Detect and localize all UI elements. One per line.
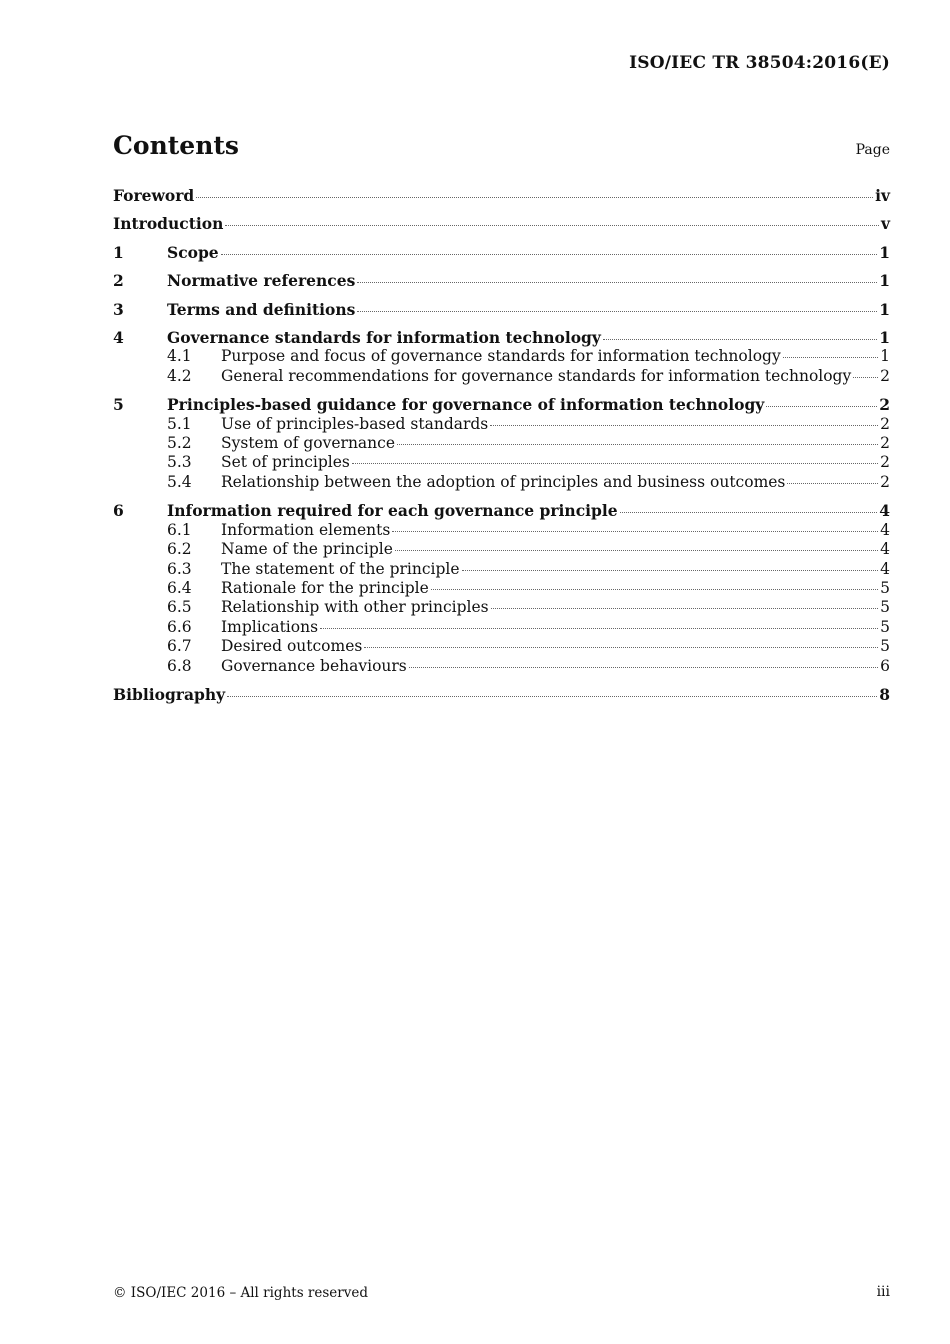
- toc-entry-page: 1: [880, 347, 890, 366]
- toc-entry-number: 6.6: [167, 617, 192, 636]
- toc-entry-number: 2: [113, 271, 124, 291]
- toc-entry-title: Governance behaviours: [221, 656, 407, 675]
- toc-entry-title: The statement of the principle: [221, 559, 460, 578]
- toc-entry-number: 5.4: [167, 472, 192, 491]
- toc-entry-page: v: [880, 214, 890, 234]
- dot-leader: [431, 589, 878, 590]
- toc-entry-title: Desired outcomes: [221, 637, 363, 656]
- table-of-contents: [113, 186, 890, 704]
- toc-entry-title: Information required for each governance principle: [167, 501, 618, 521]
- toc-entry-title: Scope: [167, 242, 219, 262]
- toc-entry[interactable]: [113, 243, 890, 262]
- toc-entry-title: Use of principles-based standards: [221, 414, 489, 433]
- toc-entry-number: 3: [113, 299, 124, 319]
- toc-entry-number: 4.1: [167, 347, 192, 366]
- dot-leader: [225, 225, 879, 226]
- toc-entry-title: Principles-based guidance for governance of information technology: [167, 395, 765, 415]
- toc-entry-number: 5.1: [167, 414, 192, 433]
- dot-leader: [783, 357, 878, 358]
- toc-entry-page: 6: [880, 656, 890, 675]
- toc-entry-title: Relationship between the adoption of principles and business outcomes: [221, 472, 786, 491]
- dot-leader: [221, 254, 878, 255]
- toc-entry-page: 2: [880, 366, 890, 385]
- toc-entry-number: 5.3: [167, 453, 192, 472]
- toc-entry-title: Relationship with other principles: [221, 598, 489, 617]
- toc-subentry[interactable]: [113, 657, 890, 676]
- toc-subentry[interactable]: [113, 579, 890, 598]
- toc-entry[interactable]: [113, 395, 890, 414]
- toc-entry-page: iv: [875, 186, 890, 205]
- toc-entry[interactable]: [113, 271, 890, 290]
- toc-entry-title: Implications: [221, 617, 319, 636]
- toc-subentry[interactable]: [113, 347, 890, 366]
- toc-entry[interactable]: [113, 214, 890, 233]
- toc-entry-title: Introduction: [113, 214, 224, 234]
- toc-entry-number: 6.5: [167, 598, 192, 617]
- dot-leader: [196, 197, 873, 198]
- toc-entry-page: 4: [880, 559, 890, 578]
- toc-entry-number: 6: [113, 501, 124, 521]
- toc-subentry[interactable]: [113, 540, 890, 559]
- toc-entry[interactable]: [113, 300, 890, 319]
- toc-entry-title: Set of principles: [221, 453, 350, 472]
- toc-entry-page: 4: [879, 501, 890, 521]
- toc-entry-page: 2: [880, 414, 890, 433]
- toc-entry-page: 5: [880, 598, 890, 617]
- toc-entry[interactable]: [113, 186, 890, 205]
- dot-leader: [766, 406, 877, 407]
- toc-entry-page: 2: [880, 453, 890, 472]
- dot-leader: [357, 311, 877, 312]
- toc-entry-title: Name of the principle: [221, 540, 393, 559]
- toc-entry-page: 5: [880, 578, 890, 597]
- toc-entry-page: 1: [879, 242, 890, 262]
- toc-entry-title: Normative references: [167, 271, 356, 291]
- toc-entry-page: 5: [880, 617, 890, 636]
- toc-entry-number: 6.4: [167, 578, 192, 597]
- dot-leader: [320, 628, 878, 629]
- toc-entry-page: 1: [879, 271, 890, 291]
- toc-subentry[interactable]: [113, 415, 890, 434]
- dot-leader: [490, 425, 878, 426]
- toc-entry-title: Foreword: [113, 186, 195, 205]
- toc-entry[interactable]: [113, 685, 890, 704]
- page-column-label: Page: [855, 142, 890, 158]
- toc-entry-page: 2: [879, 395, 890, 415]
- toc-entry-title: Purpose and focus of governance standards for information technology: [221, 347, 781, 366]
- toc-entry-title: System of governance: [221, 434, 396, 453]
- dot-leader: [787, 483, 878, 484]
- dot-leader: [853, 377, 878, 378]
- toc-entry-title: Bibliography: [113, 684, 226, 704]
- dot-leader: [227, 696, 877, 697]
- toc-entry-number: 1: [113, 242, 124, 262]
- toc-subentry[interactable]: [113, 434, 890, 453]
- dot-leader: [603, 339, 877, 340]
- toc-entry[interactable]: [113, 328, 890, 347]
- dot-leader: [397, 444, 878, 445]
- dot-leader: [357, 282, 877, 283]
- dot-leader: [409, 667, 878, 668]
- toc-entry-title: General recommendations for governance standards for information technology: [221, 366, 852, 385]
- toc-subentry[interactable]: [113, 367, 890, 386]
- contents-title: Contents: [113, 131, 240, 160]
- toc-entry-number: 6.2: [167, 540, 192, 559]
- toc-entry[interactable]: [113, 501, 890, 520]
- dot-leader: [620, 512, 878, 513]
- toc-entry-page: 4: [880, 540, 890, 559]
- toc-entry-title: Rationale for the principle: [221, 578, 429, 597]
- toc-entry-number: 6.1: [167, 520, 192, 539]
- toc-entry-title: Governance standards for information technology: [167, 328, 601, 348]
- toc-entry-number: 5.2: [167, 434, 192, 453]
- toc-subentry[interactable]: [113, 560, 890, 579]
- toc-entry-number: 5: [113, 395, 124, 415]
- dot-leader: [491, 608, 879, 609]
- dot-leader: [395, 550, 878, 551]
- toc-entry-page: 2: [880, 434, 890, 453]
- toc-subentry[interactable]: [113, 453, 890, 472]
- toc-subentry[interactable]: [113, 521, 890, 540]
- toc-entry-number: 6.8: [167, 656, 192, 675]
- dot-leader: [364, 647, 878, 648]
- toc-entry-page: 4: [880, 520, 890, 539]
- copyright-notice: © ISO/IEC 2016 – All rights reserved: [113, 1285, 368, 1301]
- toc-entry-page: 8: [879, 684, 890, 704]
- toc-entry-page: 1: [879, 328, 890, 348]
- toc-subentry[interactable]: [113, 618, 890, 637]
- toc-entry-title: Information elements: [221, 520, 391, 539]
- document-id: ISO/IEC TR 38504:2016(E): [629, 53, 890, 73]
- dot-leader: [352, 463, 878, 464]
- page-number: iii: [876, 1284, 890, 1300]
- toc-entry-number: 4: [113, 328, 124, 348]
- toc-entry-number: 6.3: [167, 559, 192, 578]
- toc-entry-page: 5: [880, 637, 890, 656]
- toc-subentry[interactable]: [113, 473, 890, 492]
- toc-entry-number: 6.7: [167, 637, 192, 656]
- dot-leader: [392, 531, 878, 532]
- toc-entry-number: 4.2: [167, 366, 192, 385]
- toc-subentry[interactable]: [113, 598, 890, 617]
- dot-leader: [462, 570, 879, 571]
- toc-entry-page: 2: [880, 472, 890, 491]
- toc-entry-title: Terms and definitions: [167, 299, 356, 319]
- toc-subentry[interactable]: [113, 637, 890, 656]
- toc-entry-page: 1: [879, 299, 890, 319]
